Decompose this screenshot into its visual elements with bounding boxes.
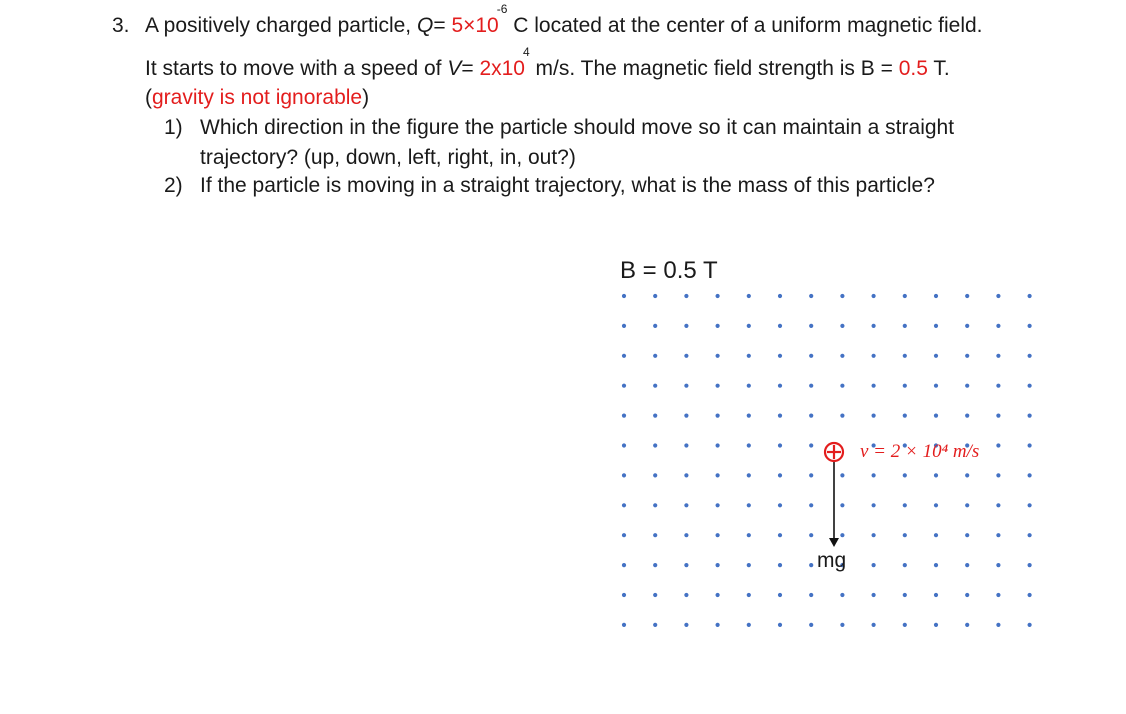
line2-text-a: It starts to move with a speed of [145,57,448,80]
field-dot [622,623,626,627]
field-dot [934,563,938,567]
field-dot [965,623,969,627]
field-dot [934,384,938,388]
field-dot [716,593,720,597]
paren-open: ( [145,86,152,109]
field-dot [965,563,969,567]
field-dot [809,623,813,627]
field-dot [809,384,813,388]
field-dot [778,563,782,567]
problem-line-3 [145,86,369,110]
charge-exponent: -6 [496,2,508,16]
force-label: mg [817,549,847,572]
field-dot [622,593,626,597]
field-dot [1028,623,1032,627]
line1-text-b: C located at the center of a uniform magnetic field. [513,14,983,37]
field-dot [622,443,626,447]
field-dot [684,384,688,388]
field-dot [872,294,876,298]
field-dot [653,623,657,627]
field-dot [778,324,782,328]
field-dot [934,324,938,328]
field-dot [747,324,751,328]
field-dot [716,473,720,477]
field-dot [903,414,907,418]
line2-eq: = [461,57,480,80]
field-dot [965,294,969,298]
field-dot [840,294,844,298]
field-dot [747,473,751,477]
field-dot [747,294,751,298]
field-dot [809,473,813,477]
field-dot [716,533,720,537]
field-dot [840,414,844,418]
field-dot [996,533,1000,537]
field-dot [903,354,907,358]
field-dot [747,503,751,507]
velocity-label: v = 2 × 10⁴ m/s [860,441,980,462]
field-dot [716,354,720,358]
field-dot [684,623,688,627]
field-dot [809,354,813,358]
field-dot [622,503,626,507]
field-dot [778,354,782,358]
field-dot [747,354,751,358]
field-dot [903,473,907,477]
field-dot [778,623,782,627]
field-dot [965,354,969,358]
field-dot [934,623,938,627]
field-dot [778,503,782,507]
field-dot [809,443,813,447]
field-dot [872,384,876,388]
field-dot [684,503,688,507]
field-dot [653,593,657,597]
field-dot [622,294,626,298]
field-dot [996,623,1000,627]
field-dot [996,354,1000,358]
paren-close: ) [362,86,370,109]
field-dot [684,443,688,447]
field-dot [622,324,626,328]
field-dot [684,533,688,537]
field-dot [965,533,969,537]
subquestion-1-number: 1) [164,116,183,139]
field-dot [778,473,782,477]
subquestion-1-line-1: Which direction in the figure the particle should move so it can maintain a straight [200,116,955,139]
field-dot [996,324,1000,328]
line2-text-b: m/s. The magnetic field strength is B = [529,57,899,80]
field-dot [1028,563,1032,567]
field-dot [996,294,1000,298]
field-dot [903,503,907,507]
field-dot [622,533,626,537]
field-dot [903,384,907,388]
field-dot [653,354,657,358]
field-dot [840,324,844,328]
field-dot [872,354,876,358]
field-dot [747,384,751,388]
field-dot [965,593,969,597]
field-dot [1028,593,1032,597]
field-dot [747,593,751,597]
field-dot [934,354,938,358]
field-dot [653,473,657,477]
field-dot [747,563,751,567]
field-dot [903,324,907,328]
field-dot [872,473,876,477]
field-dot [716,623,720,627]
positive-charge-icon [825,443,843,461]
subquestion-2-line-1: If the particle is moving in a straight trajectory, what is the mass of this particle? [200,174,935,197]
field-dot [778,294,782,298]
field-dot [1028,443,1032,447]
field-dot [1028,414,1032,418]
field-dot [840,623,844,627]
field-dot [809,533,813,537]
field-dot [840,593,844,597]
field-dot [1028,354,1032,358]
field-dot [965,324,969,328]
field-dot [965,384,969,388]
field-dot [716,503,720,507]
field-dot [653,294,657,298]
field-dot [778,443,782,447]
field-dot [934,414,938,418]
field-dot [747,533,751,537]
field-dot [653,443,657,447]
field-dot [996,563,1000,567]
field-dot [716,294,720,298]
magnetic-field-figure [600,250,1070,630]
field-dot [809,563,813,567]
field-dot [684,414,688,418]
field-dot [965,414,969,418]
field-dot [872,503,876,507]
field-dot [716,414,720,418]
field-dot [809,324,813,328]
field-dot [996,384,1000,388]
question-number: 3. [112,14,130,37]
problem-line-1 [145,2,983,40]
field-dot [653,324,657,328]
field-dot [996,414,1000,418]
field-dot [903,533,907,537]
field-dot [1028,384,1032,388]
field-dot [1028,533,1032,537]
line1-text-a: A positively charged particle, [145,14,417,37]
field-label: B = 0.5 T [620,257,718,284]
field-dot [840,503,844,507]
field-dot [716,384,720,388]
field-dot [840,533,844,537]
field-dot [872,563,876,567]
field-dot [1028,503,1032,507]
field-dot [622,473,626,477]
field-dot [872,414,876,418]
charge-value: 5×10 [451,14,499,37]
subquestion-2-number: 2) [164,174,183,197]
field-dot [684,473,688,477]
field-dot [809,593,813,597]
field-dot [622,414,626,418]
field-dot [903,593,907,597]
field-dot [840,384,844,388]
field-dot [872,533,876,537]
field-dot [965,473,969,477]
field-value: 0.5 [898,57,928,80]
field-dot [716,563,720,567]
problem-line-2 [145,45,950,83]
field-dot [996,473,1000,477]
field-dot [747,443,751,447]
field-dot [622,354,626,358]
field-dot [684,563,688,567]
field-dot [684,354,688,358]
field-dot [778,414,782,418]
field-dot [903,623,907,627]
field-dot [653,384,657,388]
field-dot [716,443,720,447]
field-dot [684,324,688,328]
field-dot [684,294,688,298]
field-dot [653,533,657,537]
field-dot [996,503,1000,507]
gravity-note: gravity is not ignorable [152,86,363,109]
field-dot [840,354,844,358]
field-dot [747,414,751,418]
field-dot [653,414,657,418]
field-dot [778,593,782,597]
field-dot [903,563,907,567]
field-dot [747,623,751,627]
field-dot [1028,294,1032,298]
field-dot [934,473,938,477]
field-dot [622,384,626,388]
field-dot [716,324,720,328]
field-dot [934,294,938,298]
field-dot [653,563,657,567]
field-dot [934,593,938,597]
field-dot [996,443,1000,447]
velocity-exponent: 4 [522,45,530,59]
field-dot [778,533,782,537]
field-dot [840,473,844,477]
line2-text-c: T. [927,57,950,80]
subquestion-1-line-2: trajectory? (up, down, left, right, in, out?) [200,146,576,169]
field-dot [809,414,813,418]
field-dot [684,593,688,597]
field-dot [622,563,626,567]
field-dot [872,593,876,597]
field-dot [965,503,969,507]
velocity-symbol: V [447,57,462,80]
field-dot [872,324,876,328]
line1-eq: = [433,14,452,37]
field-dot [809,503,813,507]
field-dot [934,533,938,537]
field-dot [934,503,938,507]
field-dot [653,503,657,507]
field-dot [1028,324,1032,328]
field-dot [809,294,813,298]
velocity-value: 2x10 [479,57,525,80]
field-dot [872,623,876,627]
field-dot [1028,473,1032,477]
charge-symbol: Q [416,14,434,37]
gravity-arrow-head [829,538,839,547]
field-dot [996,593,1000,597]
field-dot [778,384,782,388]
field-dot [903,294,907,298]
